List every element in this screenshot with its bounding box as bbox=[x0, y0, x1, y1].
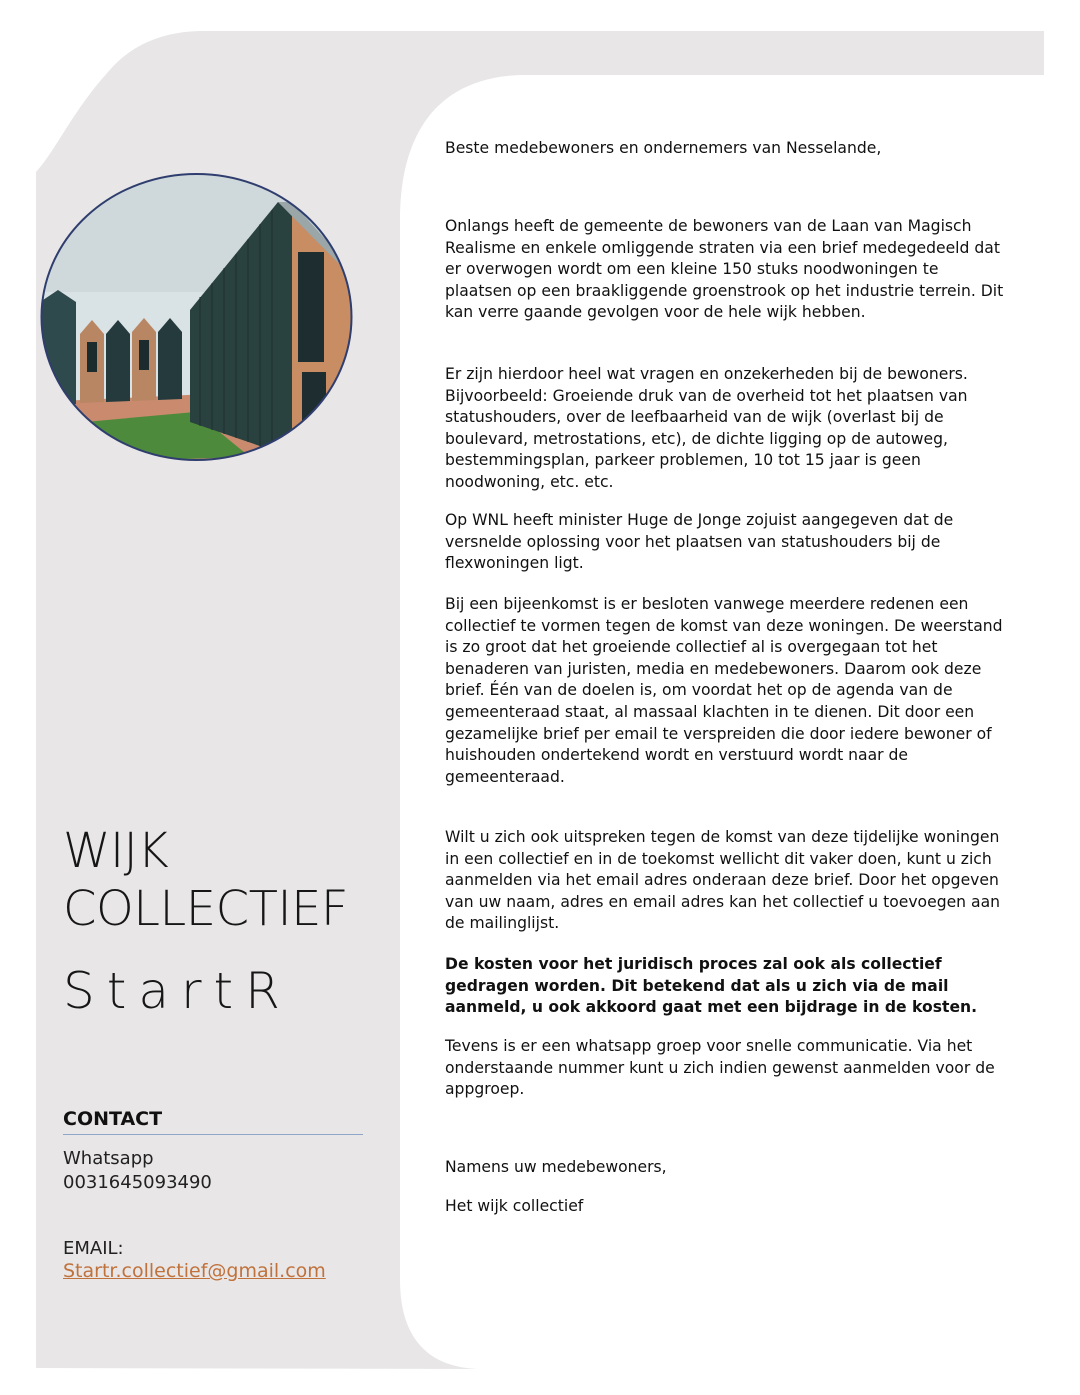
letter-greeting: Beste medebewoners en ondernemers van Nesselande, bbox=[445, 139, 882, 157]
letter-signature: Het wijk collectief bbox=[445, 1197, 584, 1215]
email-link[interactable]: Startr.collectief@gmail.com bbox=[63, 1260, 326, 1282]
modular-houses-photo bbox=[40, 172, 353, 462]
letter-paragraph: Er zijn hierdoor heel wat vragen en onzekerheden bij de bewoners. Bijvoorbeeld: Groeiende druk van de overheid tot het plaatsen van statushouders, over de leefbaarheid van de wijk (overlast bij de boulevard, metrostations, etc), de dichte ligging op de autoweg, bestemmingsplan, parkeer problemen, 10 tot 15 jaar is geen noodwoning, etc. etc. bbox=[445, 365, 968, 491]
letter-paragraph: Bij een bijeenkomst is er besloten vanwege meerdere redenen een collectief te vormen tegen de komst van deze woningen. De weerstand is zo groot dat het groeiende collectief al is overgegaan tot het benaderen van juristen, media en medebewoners. Daarom ook deze brief. Één van de doelen is, om voordat het op de agenda van de gemeenteraad staat, al massaal klachten in te dienen. Dit door een gezamelijke brief per email te verspreiden die door iedere bewoner of huishouden ondertekend wordt en verstuurd wordt naar de gemeenteraad. bbox=[445, 595, 1003, 786]
letter-paragraph: Wilt u zich ook uitspreken tegen de komst van deze tijdelijke woningen in een collectief en in de toekomst wellicht dit vaker doen, kunt u zich aanmelden via het email adres onderaan deze brief. Door het opgeven van uw naam, adres en email adres kan het collectief u toevoegen aan de mailinglijst. bbox=[445, 828, 1001, 933]
contact-divider bbox=[63, 1134, 363, 1135]
letter-paragraph: Tevens is er een whatsapp groep voor snelle communicatie. Via het onderstaande nummer kunt u zich indien gewenst aanmelden voor de appgroep. bbox=[445, 1037, 995, 1099]
letter-paragraph-bold: De kosten voor het juridisch proces zal ook als collectief gedragen worden. Dit betekend dat als u zich via de mail aanmeld, u ook akkoord gaat met een bijdrage in de kosten. bbox=[445, 955, 978, 1017]
title-line-2: COLLECTIEF bbox=[63, 881, 349, 937]
letter-paragraph: Onlangs heeft de gemeente de bewoners van de Laan van Magisch Realisme en enkele omliggende straten via een brief medegedeeld dat er overwogen wordt om een kleine 150 stuks noodwoningen te plaatsen op een braakliggende groenstrook op het industrie terrein. Dit kan verre gaande gevolgen voor de hele wijk hebben. bbox=[445, 217, 1004, 322]
whatsapp-number: 0031645093490 bbox=[63, 1172, 212, 1193]
letter-paragraph: Op WNL heeft minister Huge de Jonge zojuist aangegeven dat de versnelde oplossing voor het plaatsen van statushouders bij de flexwoningen ligt. bbox=[445, 511, 954, 573]
subtitle: StartR bbox=[63, 962, 292, 1020]
email-label: EMAIL: bbox=[63, 1238, 124, 1259]
whatsapp-label: Whatsapp bbox=[63, 1148, 154, 1169]
title-line-1: WIJK bbox=[63, 823, 169, 879]
contact-heading: CONTACT bbox=[63, 1108, 163, 1130]
page-title bbox=[63, 822, 348, 938]
letter-closing: Namens uw medebewoners, bbox=[445, 1158, 667, 1176]
